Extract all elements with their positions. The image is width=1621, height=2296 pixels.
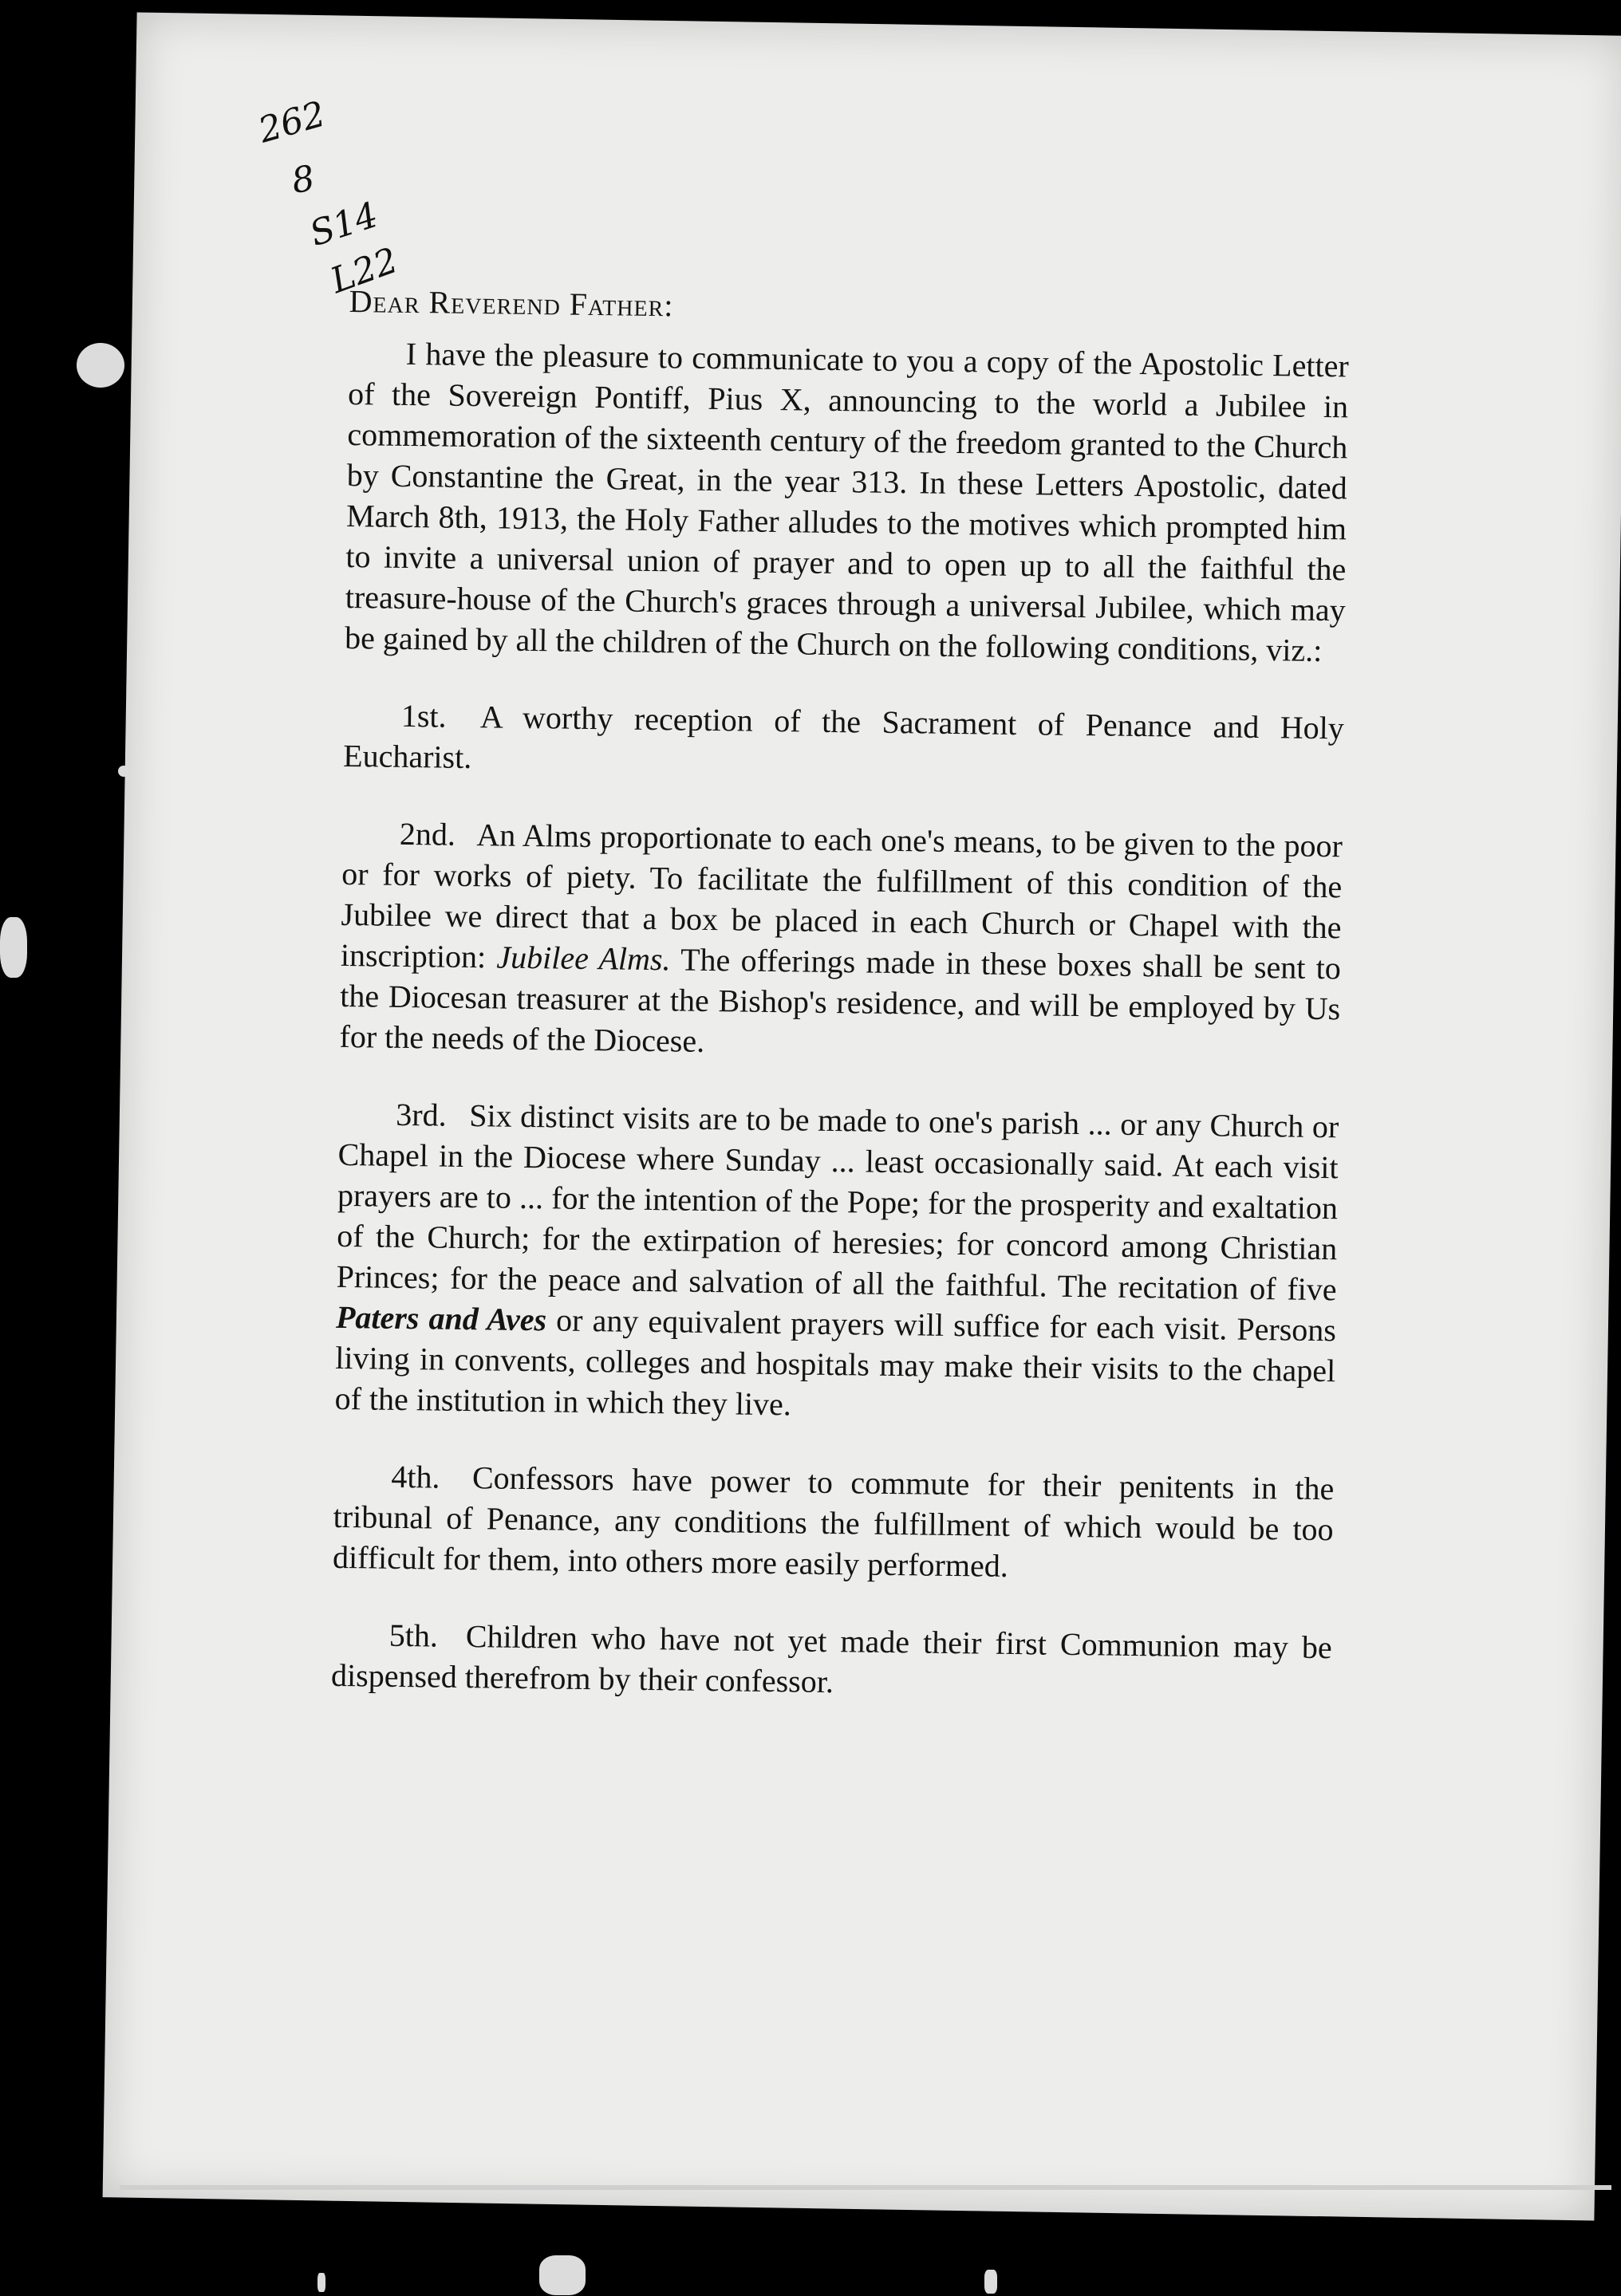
condition-number: 1st. bbox=[400, 697, 447, 734]
condition-item bbox=[334, 1093, 1339, 1432]
handwritten-line: S14 bbox=[305, 194, 383, 255]
condition-text: Confessors have power to commute for their penitents in the tribunal of Penance, any conditions the fulfillment of which would be too difficult for them, into others more easily performed. bbox=[332, 1459, 1335, 1584]
condition-number: 5th. bbox=[388, 1617, 439, 1654]
condition-item bbox=[331, 1614, 1332, 1708]
intro-paragraph: I have the pleasure to communicate to you a copy of the Apostolic Letter of the Sovereign Pontiff, Pius X, announcing to the world a Jubilee in commemoration of the sixteenth century of the freedom granted to the Church by Constantine the Great, in the year 313. In these Letters Apostolic, dated March 8th, 1913, the Holy Father alludes to the motives which prompted him to invite a universal union of prayer and to open up to all the faithful the treasure-house of the Church's graces through a universal Jubilee, which may be gained by all the children of the Church on the following conditions, viz.: bbox=[344, 335, 1350, 668]
condition-emphasis: Paters and Aves bbox=[335, 1298, 547, 1338]
condition-text: Six distinct visits are to be made to one's parish ... or any Church or Chapel in the Diocese where Sunday ... least occasionally said. At each visit prayers are to ... for the intention of the Pope; for the prosperity and exaltation of the Church; for the extirpation of heresies; for concord among Christian Princes; for the peace and salvation of all the faithful. The recitation of five bbox=[336, 1097, 1339, 1308]
condition-emphasis: Jubilee Alms. bbox=[496, 939, 671, 978]
scan-blot bbox=[0, 917, 27, 978]
condition-text: A worthy reception of the Sacrament of Penance and Holy Eucharist. bbox=[342, 699, 1345, 776]
handwritten-line: 8 bbox=[288, 157, 318, 203]
scan-blot bbox=[77, 343, 124, 388]
handwritten-call-number bbox=[254, 94, 461, 301]
salutation: Dear Reverend Father: bbox=[349, 282, 674, 324]
letter-body bbox=[331, 281, 1350, 1708]
condition-item bbox=[343, 695, 1344, 789]
condition-item bbox=[339, 813, 1343, 1069]
condition-text: The offerings made in these boxes shall be sent to the Diocesan treasurer at the Bishop's residence, and will be employed by Us for the needs of the Diocese. bbox=[339, 941, 1342, 1059]
handwritten-line: L22 bbox=[325, 239, 404, 302]
condition-number: 3rd. bbox=[396, 1096, 447, 1133]
condition-text: An Alms proportionate to each one's means, to be given to the poor or for works of piety. To facilitate the fulfillment of this condition of the Jubilee we direct that a box be placed in each Church or Chapel with the inscription: bbox=[340, 817, 1343, 975]
condition-text: Children who have not yet made their first Communion may be dispensed therefrom by their confessor. bbox=[330, 1618, 1332, 1700]
condition-text: or any equivalent prayers will suffice for each visit. Persons living in convents, colleges and hospitals may make their visits to the chapel of the institution in which they live. bbox=[334, 1302, 1337, 1423]
scan-blot bbox=[118, 766, 129, 777]
paper-edge bbox=[120, 2185, 1611, 2214]
condition-number: 2nd. bbox=[399, 815, 456, 853]
handwritten-line: 262 bbox=[254, 93, 330, 152]
condition-number: 4th. bbox=[391, 1458, 440, 1495]
scan-blot bbox=[317, 2273, 325, 2292]
scan-blot bbox=[539, 2255, 586, 2295]
scan-blot bbox=[984, 2270, 997, 2294]
condition-item bbox=[333, 1455, 1335, 1590]
